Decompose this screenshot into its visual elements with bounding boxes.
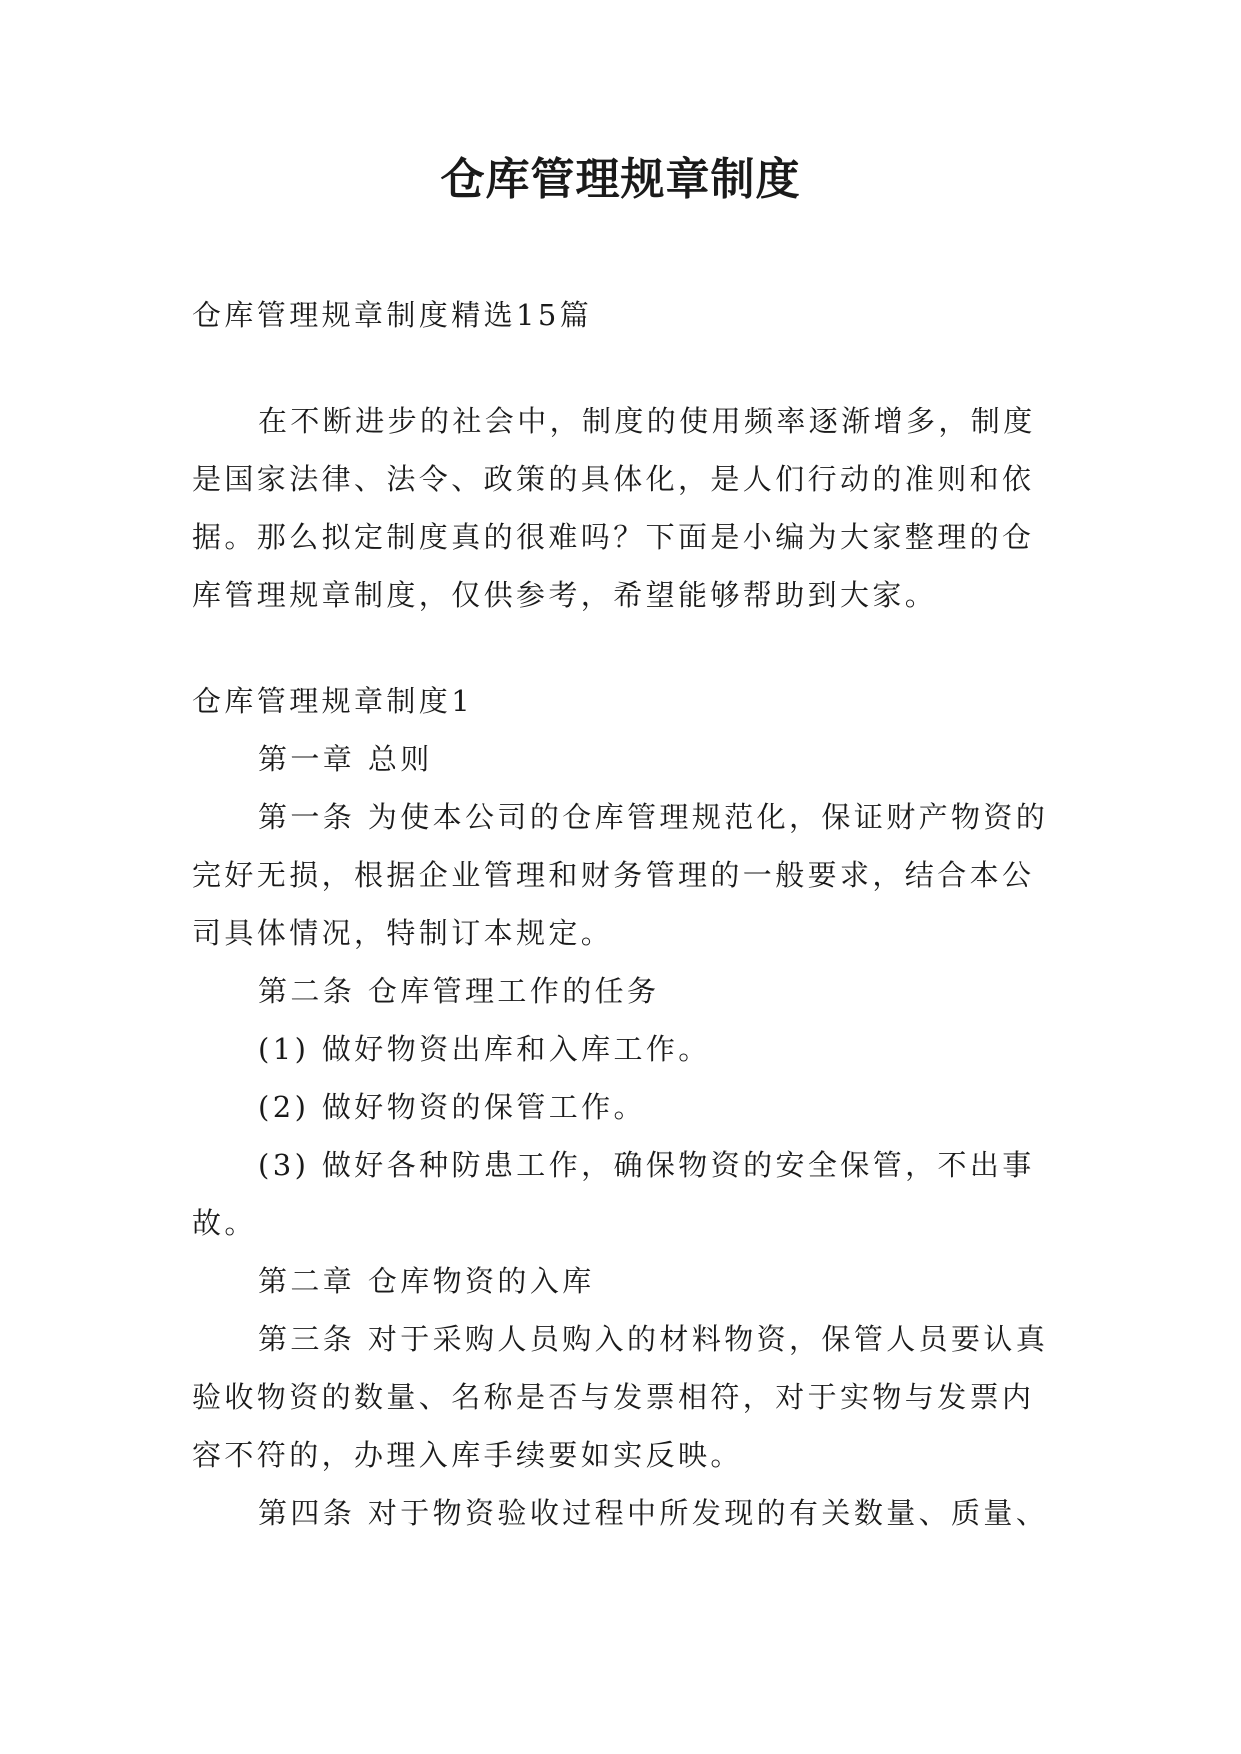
article-paragraph: 第一条 为使本公司的仓库管理规范化，保证财产物资的完好无损，根据企业管理和财务管理的一般要求，结合本公司具体情况，特制订本规定。 [192,800,1049,950]
article-paragraph: 第四条 对于物资验收过程中所发现的有关数量、质量、 [258,1496,1049,1530]
spacer [192,344,1054,392]
spacer [192,624,1054,672]
chapter-heading: 第二章 仓库物资的入库 [258,1264,595,1298]
list-item: (2) 做好物资的保管工作。 [258,1090,646,1124]
intro-paragraph: 在不断进步的社会中，制度的使用频率逐渐增多，制度是国家法律、法令、政策的具体化，是人们行动的准则和依据。那么拟定制度真的很难吗？下面是小编为大家整理的仓库管理规章制度，仅供参考，希望能够帮助到大家。 [192,404,1036,612]
chapter-heading: 第一章 总则 [258,742,433,776]
document-subtitle: 仓库管理规章制度精选15篇 [192,298,593,332]
section-heading: 仓库管理规章制度1 [192,684,474,718]
list-item: (3) 做好各种防患工作，确保物资的安全保管，不出事故。 [192,1148,1035,1240]
list-item: (1) 做好物资出库和入库工作。 [258,1032,711,1066]
article-paragraph: 第三条 对于采购人员购入的材料物资，保管人员要认真验收物资的数量、名称是否与发票相符，对于实物与发票内容不符的，办理入库手续要如实反映。 [192,1322,1049,1472]
document-body [192,286,1054,1542]
document-title: 仓库管理规章制度 [440,154,801,205]
article-paragraph: 第二条 仓库管理工作的任务 [258,974,660,1008]
